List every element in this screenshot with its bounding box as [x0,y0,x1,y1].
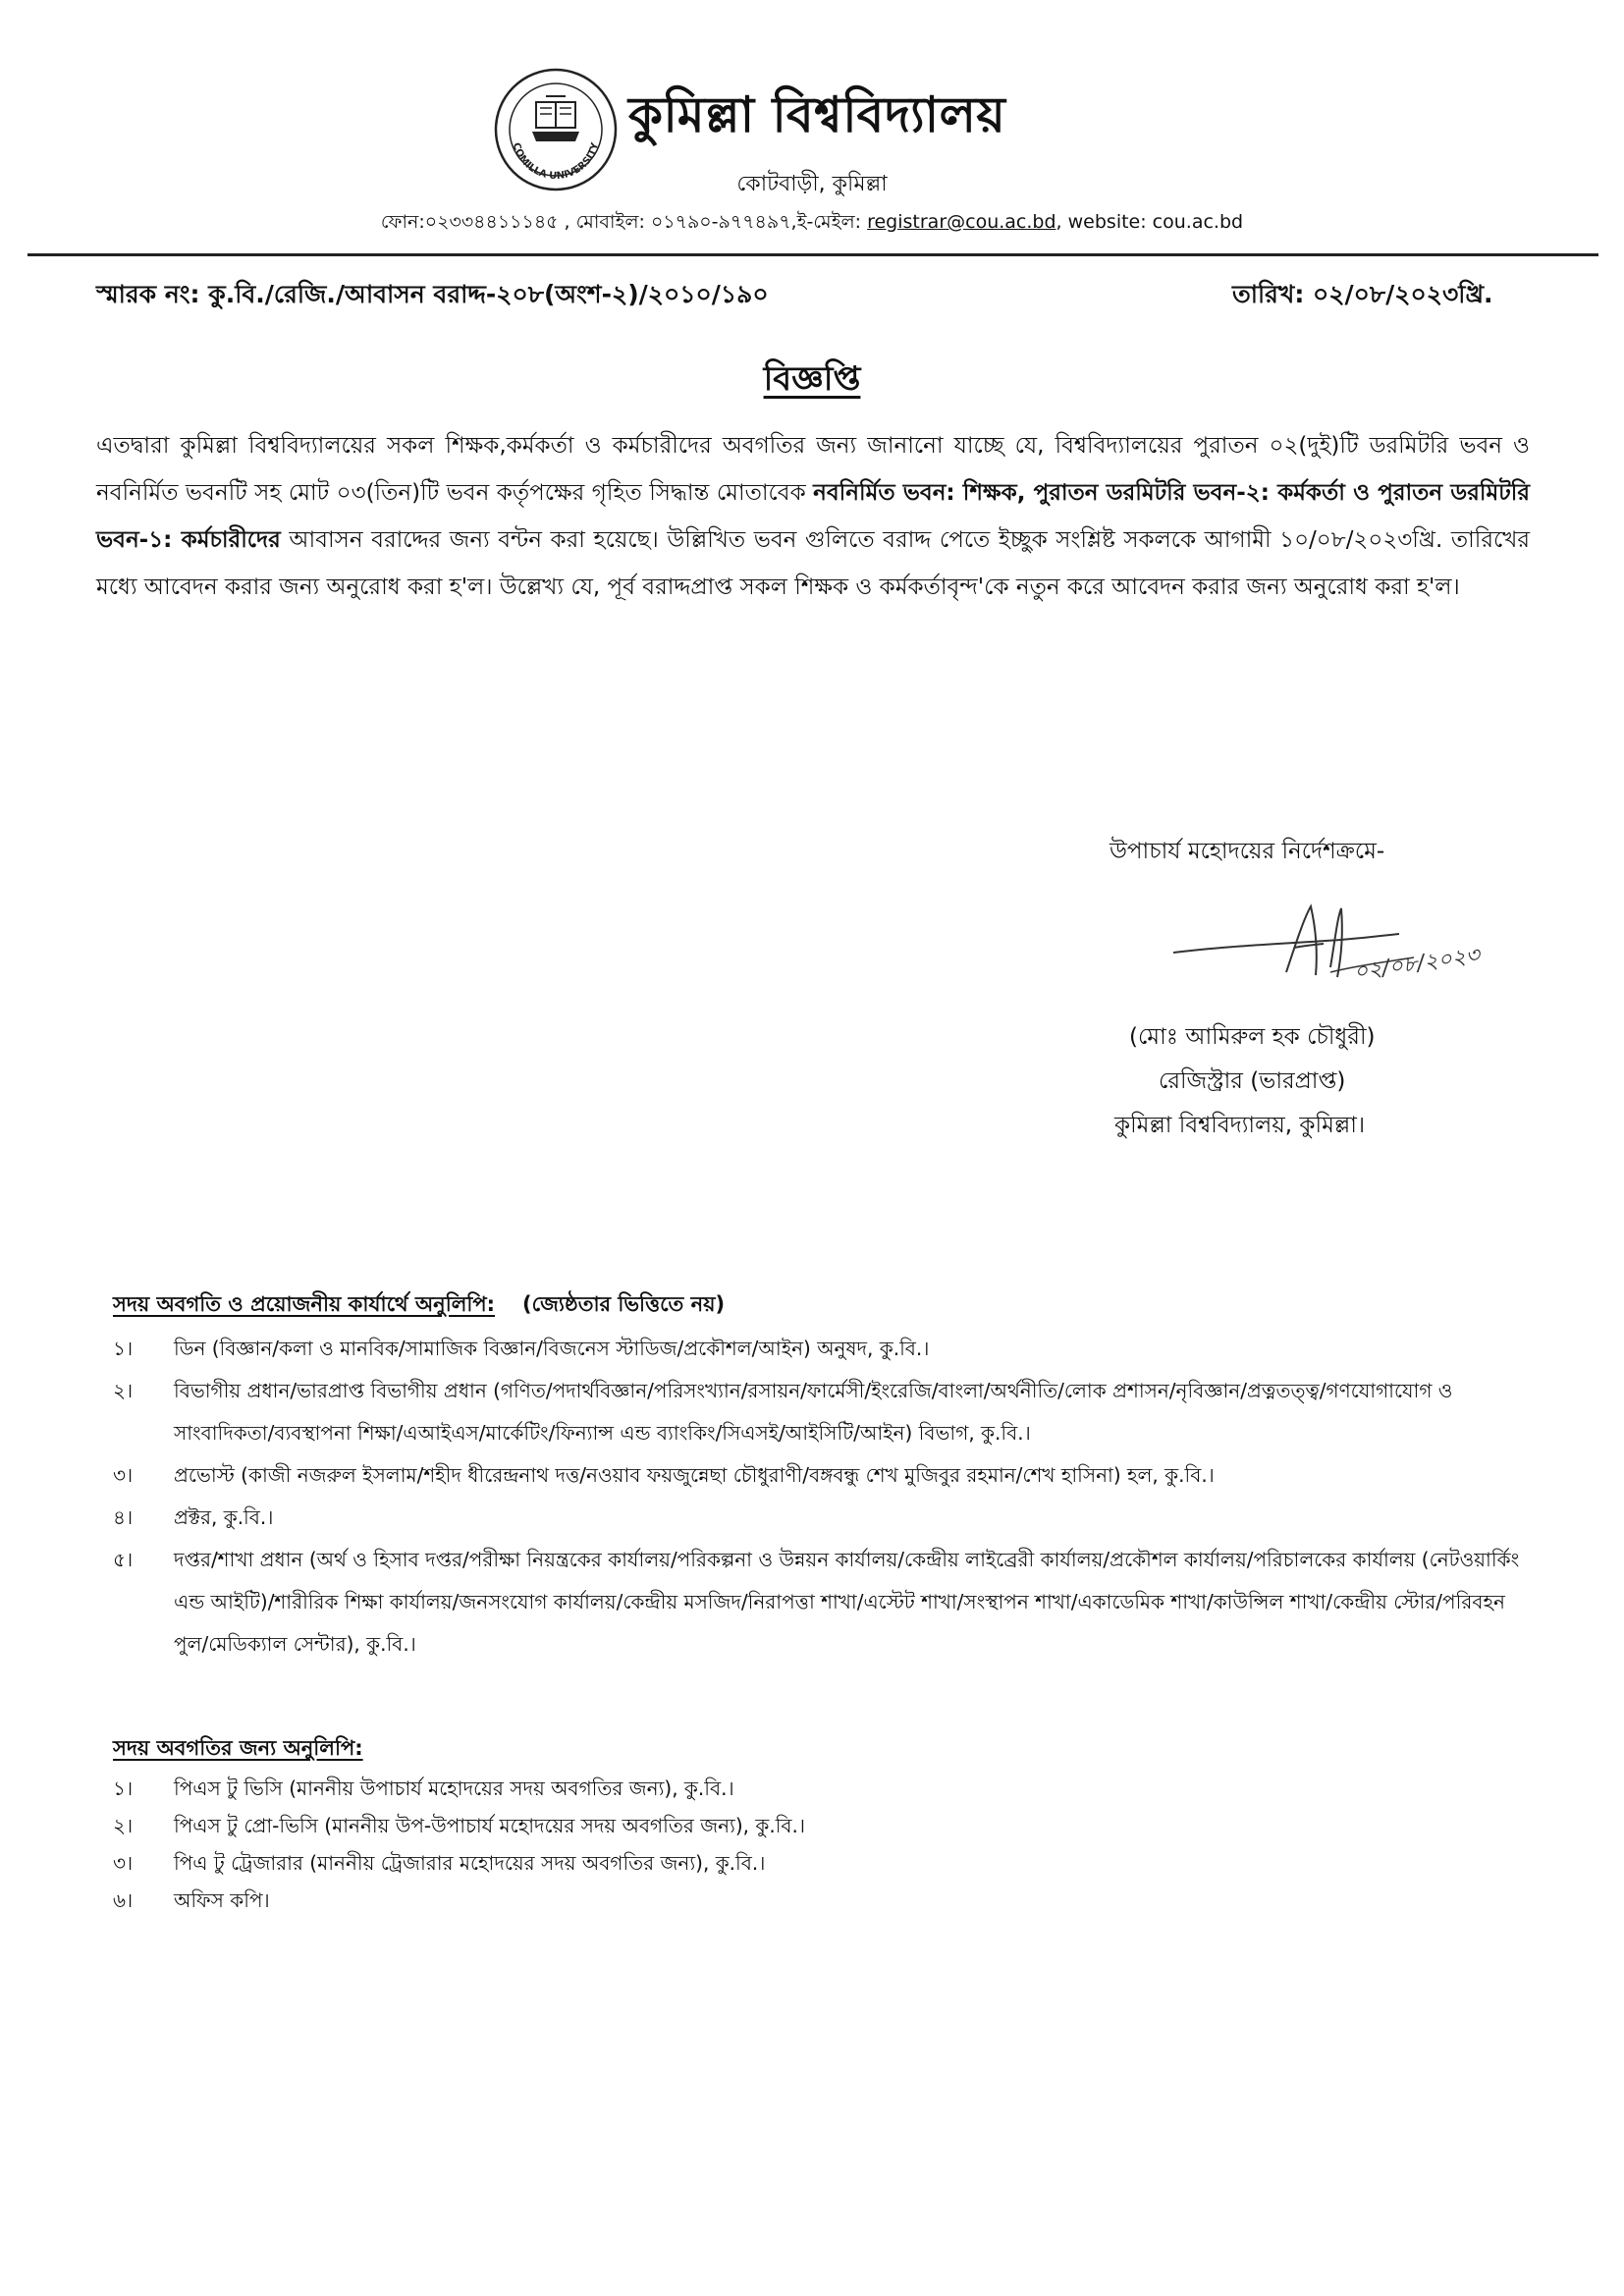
notice-body [96,422,1530,611]
signatory-name: (মোঃ আমিরুল হক চৌধুরী) [1129,1024,1376,1050]
list-item-number: ৬। [113,1888,134,1912]
copy-list-1 [113,1328,1527,1666]
header-divider [27,253,1598,256]
notice-body-bold: নবনির্মিত ভবন: শিক্ষক, পুরাতন ডরমিটরি ভবন-২: কর্মকর্তা ও পুরাতন ডরমিটরি ভবন-১: কর্মচারীদের [96,480,1530,553]
list-item-number: ৫। [113,1548,134,1571]
list-item-text: পিএস টু প্রো-ভিসি (মাননীয় উপ-উপাচার্য মহোদয়ের সদয় অবগতির জন্য), কু.বি.। [174,1814,806,1837]
list-item-number: ২। [113,1814,134,1837]
handwritten-signature [1168,899,1492,1016]
by-order-line: উপাচার্য মহোদয়ের নির্দেশক্রমে- [1110,839,1385,864]
list-item [113,1539,1527,1666]
list-item-text: প্রক্টর, কু.বি.। [174,1505,274,1529]
copy-list-2-heading [113,1732,363,1767]
notice-heading-text: বিজ্ঞপ্তি [763,359,861,399]
list-item [113,1454,1527,1497]
list-item [113,1770,1527,1807]
signatory-organization: কুমিল্লা বিশ্ববিদ্যালয়, কুমিল্লা। [1114,1113,1366,1138]
memo-date: তারিখ: ০২/০৮/২০২৩খ্রি. [1232,280,1493,308]
university-location: কোটবাড়ী, কুমিল্লা [736,172,888,196]
list-item-number: ১। [113,1777,134,1800]
list-item-number: ১। [113,1337,134,1360]
notice-body-part1: এতদ্বারা কুমিল্লা বিশ্ববিদ্যালয়ের সকল শিক্ষক,কর্মকর্তা ও কর্মচারীদের অবগতির জন্য জানানো যাচ্ছে যে, বিশ্ববিদ্যালয়ের পুরাতন ০২(দুই)টি ডরমিটরি ভবন ও নবনির্মিত ভবনটি সহ মোট ০৩(তিন)টি ভবন কর্তৃপক্ষের গৃহিত সিদ্ধান্ত মোতাবেক [96,433,1530,506]
list-item-number: ২। [113,1379,134,1402]
list-item-text: অফিস কপি। [174,1888,270,1912]
copy-list-2 [113,1770,1527,1919]
contact-phones: ফোন:০২৩৩৪৪১১১৪৫ , মোবাইল: ০১৭৯০-৯৭৭৪৯৭,ই-মেইল: [380,211,868,233]
list-item-text: পিএস টু ভিসি (মাননীয় উপাচার্য মহোদয়ের সদয় অবগতির জন্য), কু.বি.। [174,1777,734,1800]
list-item-text: ডিন (বিজ্ঞান/কলা ও মানবিক/সামাজিক বিজ্ঞান/বিজনেস স্টাডিজ/প্রকৌশল/আইন) অনুষদ, কু.বি.। [174,1337,930,1360]
list-item-text: প্রভোস্ট (কাজী নজরুল ইসলাম/শহীদ ধীরেন্দ্রনাথ দত্ত/নওয়াব ফয়জুন্নেছা চৌধুরাণী/বঙ্গবন্ধু শেখ মুজিবুর রহমান/শেখ হাসিনা) হল, কু.বি.। [174,1463,1215,1487]
website-text: , website: cou.ac.bd [1056,211,1244,233]
signatory-title: রেজিস্ট্রার (ভারপ্রাপ্ত) [1159,1068,1346,1094]
list-item-number: ৩। [113,1463,134,1487]
list-item [113,1882,1527,1919]
list-item [113,1844,1527,1882]
list-item [113,1807,1527,1844]
signature-date: ০২/০৮/২০২৩ [1352,943,1482,985]
list-item [113,1370,1527,1454]
list-item-text: দপ্তর/শাখা প্রধান (অর্থ ও হিসাব দপ্তর/পরীক্ষা নিয়ন্ত্রকের কার্যালয়/পরিকল্পনা ও উন্নয়ন কার্যালয়/কেন্দ্রীয় লাইব্রেরী কার্যালয়/প্রকৌশল কার্যালয়/পরিচালকের কার্যালয় (নেটওয়ার্কিং এন্ড আইটি)/শারীরিক শিক্ষা কার্যালয়/জনসংযোগ কার্যালয়/কেন্দ্রীয় মসজিদ/নিরাপত্তা শাখা/এস্টেট শাখা/সংস্থাপন শাখা/একাডেমিক শাখা/কাউন্সিল শাখা/কেন্দ্রীয় স্টোর/পরিবহন পুল/মেডিক্যাল সেন্টার), কু.বি.। [174,1548,1520,1656]
copy-list-1-heading [113,1288,725,1323]
memo-number: স্মারক নং: কু.বি./রেজি./আবাসন বরাদ্দ-২০৮(অংশ-২)/২০১০/১৯০ [96,280,769,308]
copy-list-1-note: (জ্যেষ্ঠতার ভিত্তিতে নয়) [522,1292,726,1316]
list-item-number: ৩। [113,1851,134,1875]
copy-list-1-title: সদয় অবগতি ও প্রয়োজনীয় কার্যার্থে অনুলিপি: [113,1292,496,1316]
notice-heading [0,354,1624,410]
list-item [113,1497,1527,1539]
list-item-number: ৪। [113,1505,134,1529]
svg-text:COMILLA UNIVERSITY: COMILLA UNIVERSITY [510,141,602,183]
university-name: কুমিল্লা বিশ্ববিদ্যালয় [628,86,1006,143]
contact-line [0,208,1624,240]
copy-list-2-title: সদয় অবগতির জন্য অনুলিপি: [113,1736,363,1760]
list-item-text: বিভাগীয় প্রধান/ভারপ্রাপ্ত বিভাগীয় প্রধান (গণিত/পদার্থবিজ্ঞান/পরিসংখ্যান/রসায়ন/ফার্মেসী/ইংরেজি/বাংলা/অর্থনীতি/লোক প্রশাসন/নৃবিজ্ঞান/প্রত্নতত্ত্ব/গণযোগাযোগ ও সাংবাদিকতা/ব্যবস্থাপনা শিক্ষা/এআইএস/মার্কেটিং/ফিন্যান্স এন্ড ব্যাংকিং/সিএসই/আইসিটি/আইন) বিভাগ, কু.বি.। [174,1379,1453,1445]
list-item-text: পিএ টু ট্রেজারার (মাননীয় ট্রেজারার মহোদয়ের সদয় অবগতির জন্য), কু.বি.। [174,1851,766,1875]
notice-body-part2: আবাসন বরাদ্দের জন্য বন্টন করা হয়েছে। উল্লিখিত ভবন গুলিতে বরাদ্দ পেতে ইচ্ছুক সংশ্লিষ্ট সকলকে আগামী ১০/০৮/২০২৩খ্রি. তারিখের মধ্যে আবেদন করার জন্য অনুরোধ করা হ'ল। উল্লেখ্য যে, পূর্ব বরাদ্দপ্রাপ্ত সকল শিক্ষক ও কর্মকর্তাবৃন্দ'কে নতুন করে আবেদন করার জন্য অনুরোধ করা হ'ল। [96,527,1530,600]
email-link[interactable]: registrar@cou.ac.bd [867,211,1056,233]
list-item [113,1328,1527,1370]
